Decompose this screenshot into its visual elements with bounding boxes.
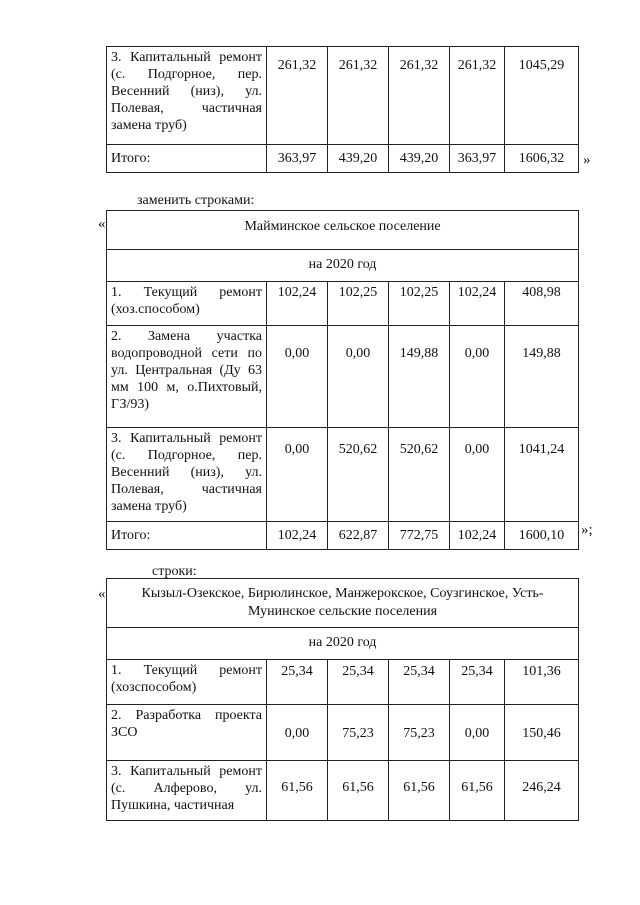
row-name: 1. Текущий ремонт (хозспособом) <box>107 660 267 705</box>
year-row <box>107 250 579 282</box>
section-title-row <box>107 211 579 250</box>
value-cell: 61,56 <box>389 761 450 821</box>
table-settlements <box>106 578 579 821</box>
row-name: 3. Капитальный ремонт (с. Подгорное, пер. Весенний (низ), ул. Полевая, частичная замена труб) <box>107 47 267 145</box>
value-cell: 0,00 <box>267 705 328 761</box>
value-cell: 75,23 <box>389 705 450 761</box>
table-row <box>107 761 579 821</box>
value-cell: 0,00 <box>328 326 389 428</box>
total-value: 439,20 <box>389 145 450 173</box>
value-cell: 75,23 <box>328 705 389 761</box>
total-value: 622,87 <box>328 522 389 550</box>
year-label: на 2020 год <box>107 628 579 660</box>
value-cell: 0,00 <box>450 326 505 428</box>
value-cell: 25,34 <box>328 660 389 705</box>
value-cell: 61,56 <box>328 761 389 821</box>
value-cell: 261,32 <box>389 47 450 145</box>
row-name: 3. Капитальный ремонт (с. Подгорное, пер. Весенний (низ), ул. Полевая, частичная замена труб) <box>107 428 267 522</box>
row-name: 3. Капитальный ремонт (с. Алферово, ул. Пушкина, частичная <box>107 761 267 821</box>
total-value: 102,24 <box>267 522 328 550</box>
value-cell: 0,00 <box>267 428 328 522</box>
value-cell: 261,32 <box>450 47 505 145</box>
closing-quote: »; <box>581 522 593 538</box>
section-title: Кызыл-Озекское, Бирюлинское, Манжерокское, Соузгинское, Усть-Мунинское сельские поселения <box>107 579 579 628</box>
value-cell: 25,34 <box>267 660 328 705</box>
total-value: 1606,32 <box>505 145 579 173</box>
table-row <box>107 428 579 522</box>
value-cell: 261,32 <box>267 47 328 145</box>
instruction-text: заменить строками: <box>137 193 255 208</box>
value-cell: 520,62 <box>389 428 450 522</box>
row-name: 1. Текущий ремонт (хоз.способом) <box>107 282 267 326</box>
total-value: 439,20 <box>328 145 389 173</box>
value-cell: 520,62 <box>328 428 389 522</box>
value-cell: 408,98 <box>505 282 579 326</box>
value-cell: 61,56 <box>450 761 505 821</box>
table-row <box>107 705 579 761</box>
total-value: 772,75 <box>389 522 450 550</box>
value-cell: 246,24 <box>505 761 579 821</box>
value-cell: 1045,29 <box>505 47 579 145</box>
instruction-text: строки: <box>152 564 197 579</box>
table-row <box>107 660 579 705</box>
opening-quote: « <box>98 586 106 602</box>
total-value: 363,97 <box>450 145 505 173</box>
total-row <box>107 145 579 173</box>
total-label: Итого: <box>107 145 267 173</box>
value-cell: 102,24 <box>450 282 505 326</box>
total-value: 363,97 <box>267 145 328 173</box>
value-cell: 101,36 <box>505 660 579 705</box>
opening-quote: « <box>98 216 106 232</box>
section-title: Майминское сельское поселение <box>107 211 579 250</box>
value-cell: 1041,24 <box>505 428 579 522</box>
table-row <box>107 326 579 428</box>
closing-quote: » <box>583 152 591 168</box>
table-continued <box>106 46 579 173</box>
value-cell: 0,00 <box>450 705 505 761</box>
value-cell: 261,32 <box>328 47 389 145</box>
total-value: 1600,10 <box>505 522 579 550</box>
table-row <box>107 282 579 326</box>
row-name: 2. Разработка проекта ЗСО <box>107 705 267 761</box>
row-name: 2. Замена участка водопроводной сети по ул. Центральная (Ду 63 мм 100 м, о.Пихтовый, ГЗ/93) <box>107 326 267 428</box>
table-row <box>107 47 579 145</box>
value-cell: 61,56 <box>267 761 328 821</box>
year-row <box>107 628 579 660</box>
total-row <box>107 522 579 550</box>
total-value: 102,24 <box>450 522 505 550</box>
value-cell: 0,00 <box>267 326 328 428</box>
value-cell: 150,46 <box>505 705 579 761</box>
value-cell: 0,00 <box>450 428 505 522</box>
value-cell: 102,25 <box>389 282 450 326</box>
value-cell: 25,34 <box>450 660 505 705</box>
value-cell: 149,88 <box>505 326 579 428</box>
table-maiminskoe <box>106 210 579 550</box>
value-cell: 102,24 <box>267 282 328 326</box>
value-cell: 149,88 <box>389 326 450 428</box>
total-label: Итого: <box>107 522 267 550</box>
value-cell: 102,25 <box>328 282 389 326</box>
year-label: на 2020 год <box>107 250 579 282</box>
value-cell: 25,34 <box>389 660 450 705</box>
section-title-row <box>107 579 579 628</box>
